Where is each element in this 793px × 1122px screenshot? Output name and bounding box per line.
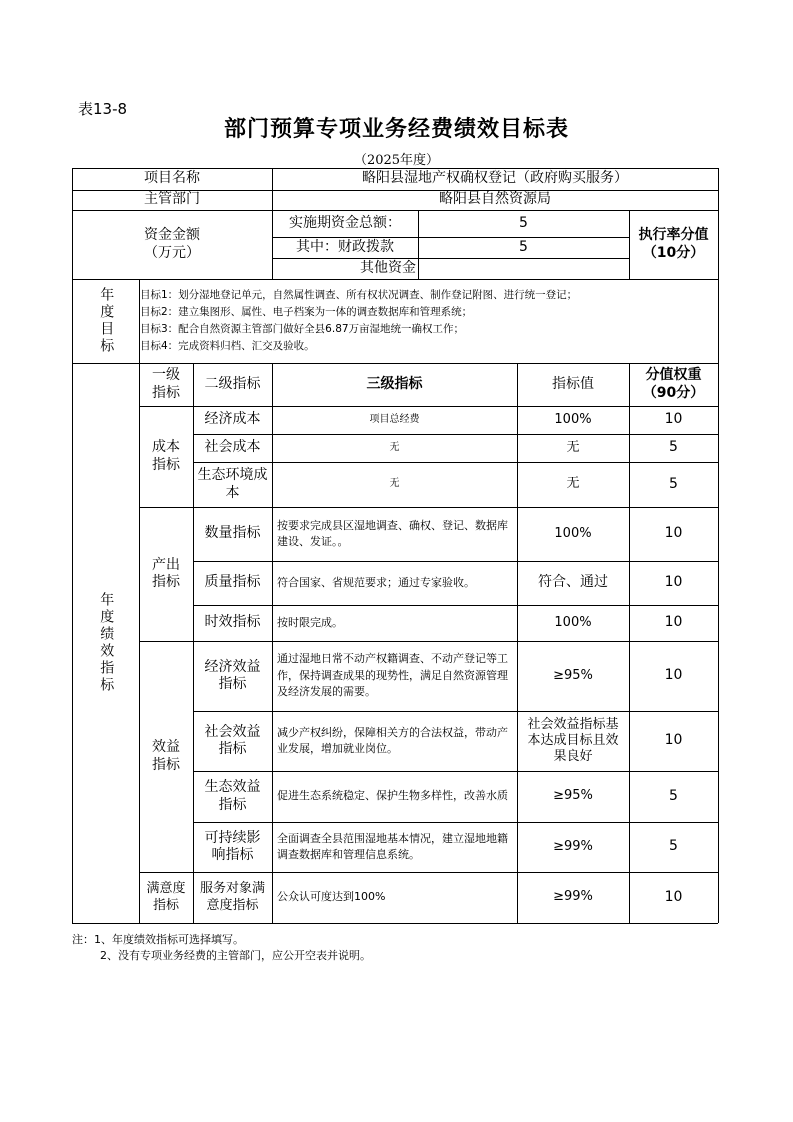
row-level3: 促进生态系统稳定、保护生物多样性，改善水质 bbox=[277, 789, 508, 803]
table-number: 表13-8 bbox=[78, 100, 128, 118]
row-level2: 经济成本 bbox=[204, 411, 261, 428]
row-level3: 无 bbox=[389, 441, 400, 453]
row-level2: 可持续影响指标 bbox=[204, 829, 261, 863]
group-cost: 成本指标 bbox=[152, 439, 180, 473]
row-level2: 社会效益指标 bbox=[204, 723, 261, 757]
project-name-label: 项目名称 bbox=[144, 170, 200, 187]
note-1: 注：1、年度绩效指标可选择填写。 bbox=[72, 933, 244, 946]
row-level2: 质量指标 bbox=[204, 574, 261, 591]
header-level2: 二级指标 bbox=[204, 375, 261, 392]
row-weight: 10 bbox=[664, 574, 683, 591]
row-level2: 生态效益指标 bbox=[204, 779, 261, 813]
row-value: 符合、通过 bbox=[538, 574, 608, 591]
row-level2: 数量指标 bbox=[204, 525, 261, 542]
row-value: 社会效益指标基本达成目标且效果良好 bbox=[527, 716, 619, 765]
department-label: 主管部门 bbox=[144, 191, 200, 208]
goal-item: 目标2：建立集图形、属性、电子档案为一体的调查数据库和管理系统； bbox=[140, 306, 473, 318]
project-name-value: 略阳县湿地产权确权登记（政府购买服务） bbox=[362, 170, 628, 187]
row-level3: 减少产权纠纷，保障相关方的合法权益，带动产业发展，增加就业岗位。 bbox=[277, 725, 508, 755]
other-funds-label: 其他资金 bbox=[360, 259, 416, 276]
header-weight: 分值权重 （90分） bbox=[642, 367, 705, 401]
row-value: ≥99% bbox=[553, 889, 593, 905]
page-title: 部门预算专项业务经费绩效目标表 bbox=[223, 116, 569, 142]
goal-item: 目标4：完成资料归档、汇交及验收。 bbox=[140, 340, 315, 352]
row-value: 100% bbox=[554, 411, 592, 427]
row-level2: 时效指标 bbox=[204, 614, 261, 631]
row-level2: 经济效益指标 bbox=[204, 658, 261, 692]
row-level2: 服务对象满意度指标 bbox=[199, 881, 265, 913]
other-funds-value bbox=[418, 258, 629, 279]
row-weight: 10 bbox=[664, 411, 683, 428]
row-weight: 10 bbox=[664, 614, 683, 631]
total-funds-label: 实施期资金总额： bbox=[289, 214, 401, 231]
row-weight: 10 bbox=[664, 667, 683, 684]
row-level3: 公众认可度达到100% bbox=[277, 890, 386, 904]
year-label: （2025年度） bbox=[353, 153, 440, 168]
fiscal-funds-label: 其中：财政拨款 bbox=[296, 238, 394, 255]
row-weight: 5 bbox=[669, 475, 678, 492]
note-2: 2、没有专项业务经费的主管部门，应公开空表并说明。 bbox=[100, 949, 371, 962]
row-level3: 通过湿地日常不动产权籍调查、不动产登记等工作，保持调查成果的现势性，满足自然资源管理及经济发展的需要。 bbox=[277, 652, 508, 699]
row-weight: 5 bbox=[669, 439, 678, 456]
row-level3: 按时限完成。 bbox=[277, 615, 343, 629]
funds-label: 资金金额 （万元） bbox=[144, 227, 200, 261]
row-level2: 社会成本 bbox=[204, 439, 261, 456]
row-weight: 10 bbox=[664, 888, 683, 905]
row-value: ≥95% bbox=[553, 667, 593, 683]
row-weight: 10 bbox=[664, 525, 683, 542]
row-level3: 符合国家、省规范要求；通过专家验收。 bbox=[277, 575, 475, 589]
row-level3: 全面调查全县范围湿地基本情况，建立湿地地籍调查数据库和管理信息系统。 bbox=[277, 831, 508, 861]
row-level3: 项目总经费 bbox=[369, 413, 420, 425]
goal-item: 目标3：配合自然资源主管部门做好全县6.87万亩湿地统一确权工作； bbox=[140, 323, 465, 335]
row-value: 无 bbox=[566, 439, 580, 455]
annual-goal-list bbox=[140, 287, 577, 355]
header-value: 指标值 bbox=[552, 375, 594, 392]
row-value: 100% bbox=[554, 525, 592, 541]
group-satisfaction: 满意度指标 bbox=[146, 881, 186, 913]
group-benefit: 效益指标 bbox=[152, 739, 180, 773]
row-level2: 生态环境成本 bbox=[197, 467, 268, 501]
group-output: 产出指标 bbox=[152, 556, 180, 590]
row-weight: 10 bbox=[664, 732, 683, 749]
row-weight: 5 bbox=[669, 787, 678, 804]
department-value: 略阳县自然资源局 bbox=[439, 191, 551, 208]
row-level3: 按要求完成县区湿地调查、确权、登记、数据库建设、发证。。 bbox=[277, 518, 508, 548]
row-level3: 无 bbox=[389, 478, 400, 490]
execution-rate-score: 执行率分值 （10分） bbox=[638, 227, 709, 261]
row-value: 无 bbox=[566, 476, 580, 492]
row-value: ≥99% bbox=[553, 838, 593, 854]
fiscal-funds-value: 5 bbox=[519, 238, 528, 255]
header-level1: 一级指标 bbox=[152, 367, 180, 401]
annual-goal-label: 年度目标 bbox=[98, 287, 115, 355]
total-funds-value: 5 bbox=[519, 214, 528, 231]
header-level3: 三级指标 bbox=[366, 375, 423, 392]
goal-item: 目标1：划分湿地登记单元，自然属性调查、所有权状况调查、制作登记附图、进行统一登记； bbox=[140, 289, 578, 301]
row-weight: 5 bbox=[669, 838, 678, 855]
row-value: 100% bbox=[554, 614, 592, 630]
annual-performance-label: 年度绩效指标 bbox=[98, 592, 115, 694]
row-value: ≥95% bbox=[553, 788, 593, 804]
